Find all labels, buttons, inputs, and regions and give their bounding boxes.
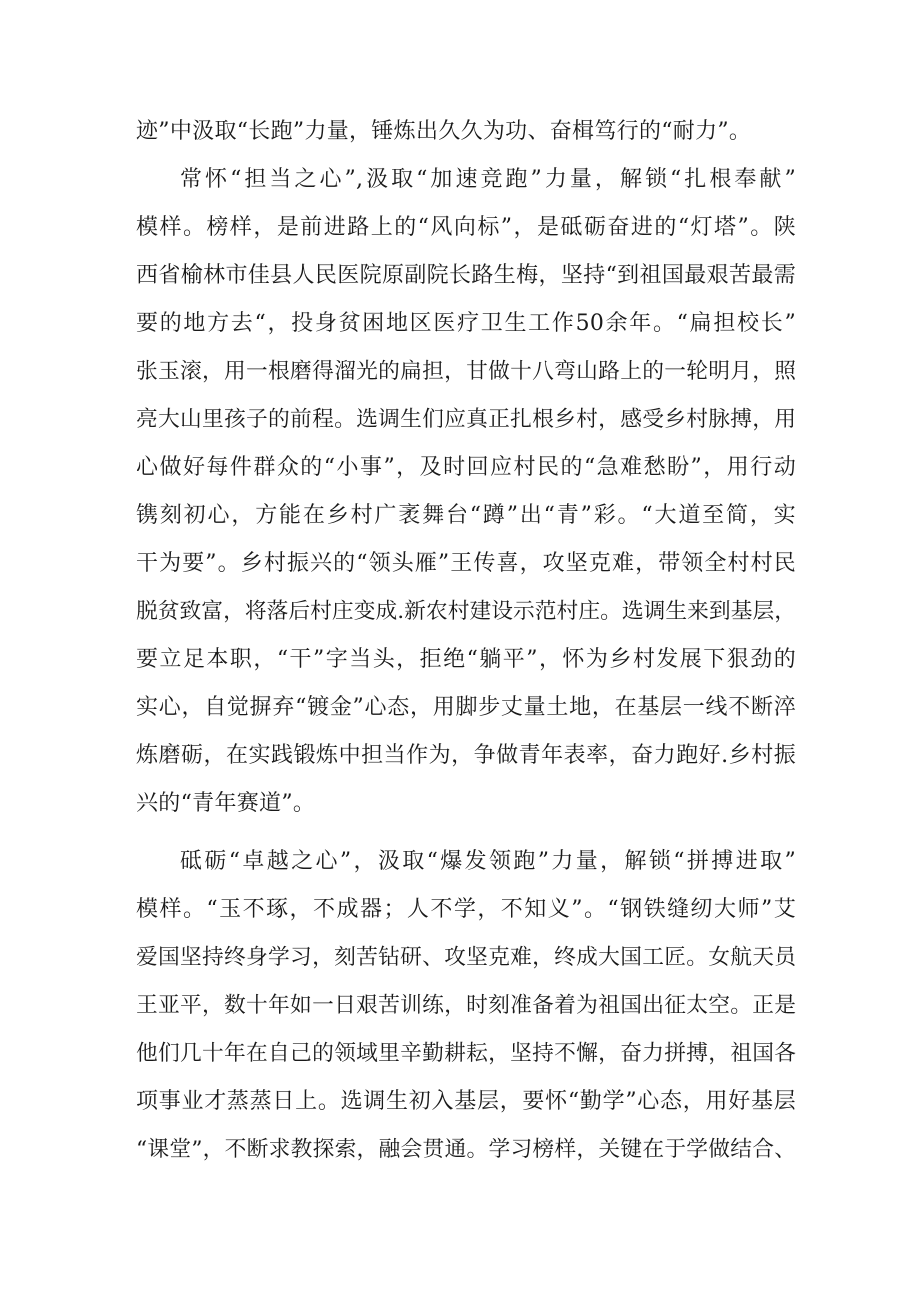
text-line: 模样。“玉不琢，不成器；人不学，不知义”。“钢铁缝纫大师”艾 [136, 897, 796, 922]
paragraph-first-line: 常怀“担当之心”,汲取“加速竞跑”力量，解锁“扎根奉献” [180, 167, 796, 192]
text-line: 爱国坚持终身学习，刻苦钻研、攻坚克难，终成大国工匠。女航天员 [136, 945, 796, 970]
text-line: 张玉滚，用一根磨得溜光的扁担，甘做十八弯山路上的一轮明月，照 [136, 359, 796, 384]
text-line: “课堂”，不断求教探索，融会贯通。学习榜样，关键在于学做结合、 [136, 1137, 796, 1162]
text-line: 兴的“青年赛道”。 [136, 791, 316, 816]
text-line: 他们几十年在自己的领域里辛勤耕耘，坚持不懈，奋力拼搏，祖国各 [136, 1041, 796, 1066]
text-line: 心做好每件群众的“小事”，及时回应村民的“急难愁盼”，用行动 [136, 455, 796, 480]
text-line: 脱贫致富，将落后村庄变成.新农村建设示范村庄。选调生来到基层， [136, 599, 796, 624]
paragraph-first-line: 砥砺“卓越之心”，汲取“爆发领跑”力量，解锁“拼搏进取” [180, 849, 796, 874]
text-line: 要的地方去“，投身贫困地区医疗卫生工作50余年。“扁担校长” [136, 311, 796, 336]
text-line: 炼磨砺，在实践锻炼中担当作为，争做青年表率，奋力跑好.乡村振 [136, 743, 796, 768]
text-line: 要立足本职，“干”字当头，拒绝“躺平”，怀为乡村发展下狠劲的 [136, 647, 796, 672]
text-line: 干为要”。乡村振兴的“领头雁”王传喜，攻坚克难，带领全村村民 [136, 551, 796, 576]
text-line: 亮大山里孩子的前程。选调生们应真正扎根乡村，感受乡村脉搏，用 [136, 407, 796, 432]
text-line: 实心，自觉摒弃“镀金”心态，用脚步丈量土地，在基层一线不断淬 [136, 695, 796, 720]
text-line: 迹”中汲取“长跑”力量，锤炼出久久为功、奋楫笃行的“耐力”。 [136, 119, 752, 144]
text-line: 模样。榜样，是前进路上的“风向标”，是砥砺奋进的“灯塔”。陕 [136, 215, 796, 240]
text-line: 镌刻初心，方能在乡村广袤舞台“蹲”出“青”彩。“大道至简，实 [136, 503, 796, 528]
text-line: 西省榆林市佳县人民医院原副院长路生梅，坚持“到祖国最艰苦最需 [136, 263, 796, 288]
text-line: 项事业才蒸蒸日上。选调生初入基层，要怀“勤学”心态，用好基层 [136, 1089, 796, 1114]
text-line: 王亚平，数十年如一日艰苦训练，时刻准备着为祖国出征太空。正是 [136, 993, 796, 1018]
